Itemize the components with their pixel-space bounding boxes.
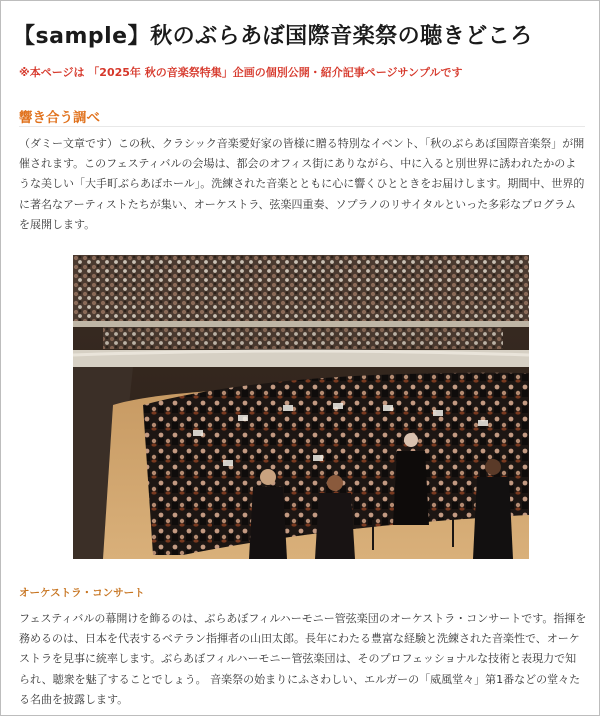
- section-heading-harmony: 響き合う調べ: [19, 110, 100, 126]
- concert-hall-photo: [73, 255, 529, 559]
- sample-notice: ※本ページは 「2025年 秋の音楽祭特集」企画の個別公開・紹介記事ページサンプルです: [19, 66, 463, 79]
- orchestra-paragraph: フェスティバルの幕開けを飾るのは、ぶらあぼフィルハーモニー管弦楽団のオーケストラ・コンサートです。指揮を務めるのは、日本を代表するベテラン指揮者の山田太郎。長年にわたる豊富な経験と洗練された音楽性で、オーケストラを見事に統率します。ぶらあぼフィルハーモニー管弦楽団は、そのプロフェッショナルな技術と表現力で知られ、聴衆を魅了することでしょう。 音楽祭の始まりにふさわしい、エルガーの「威風堂々」第1番などの堂々たる名曲を披露します。: [19, 612, 587, 706]
- intro-paragraph: （ダミー文章です）この秋、クラシック音楽愛好家の皆様に贈る特別なイベント、「秋のぶらあぼ国際音楽祭」が開催されます。このフェスティバルの会場は、都会のオフィス街にありながら、中に入ると別世界に誘われたかのような美しい「大手町ぶらあぼホール」。洗練された音楽とともに心に響くひとときをお届けします。期間中、世界的に著名なアーティストたちが集い、オーケストラ、弦楽四重奏、ソプラノのリサイタルといった多彩なプログラムを展開します。: [19, 137, 585, 231]
- concert-hall-illustration: [73, 255, 529, 559]
- page-title: 【sample】秋のぶらあぼ国際音楽祭の聴きどころ: [13, 24, 533, 49]
- section-divider: [19, 126, 585, 127]
- section-heading-orchestra: オーケストラ・コンサート: [19, 587, 145, 599]
